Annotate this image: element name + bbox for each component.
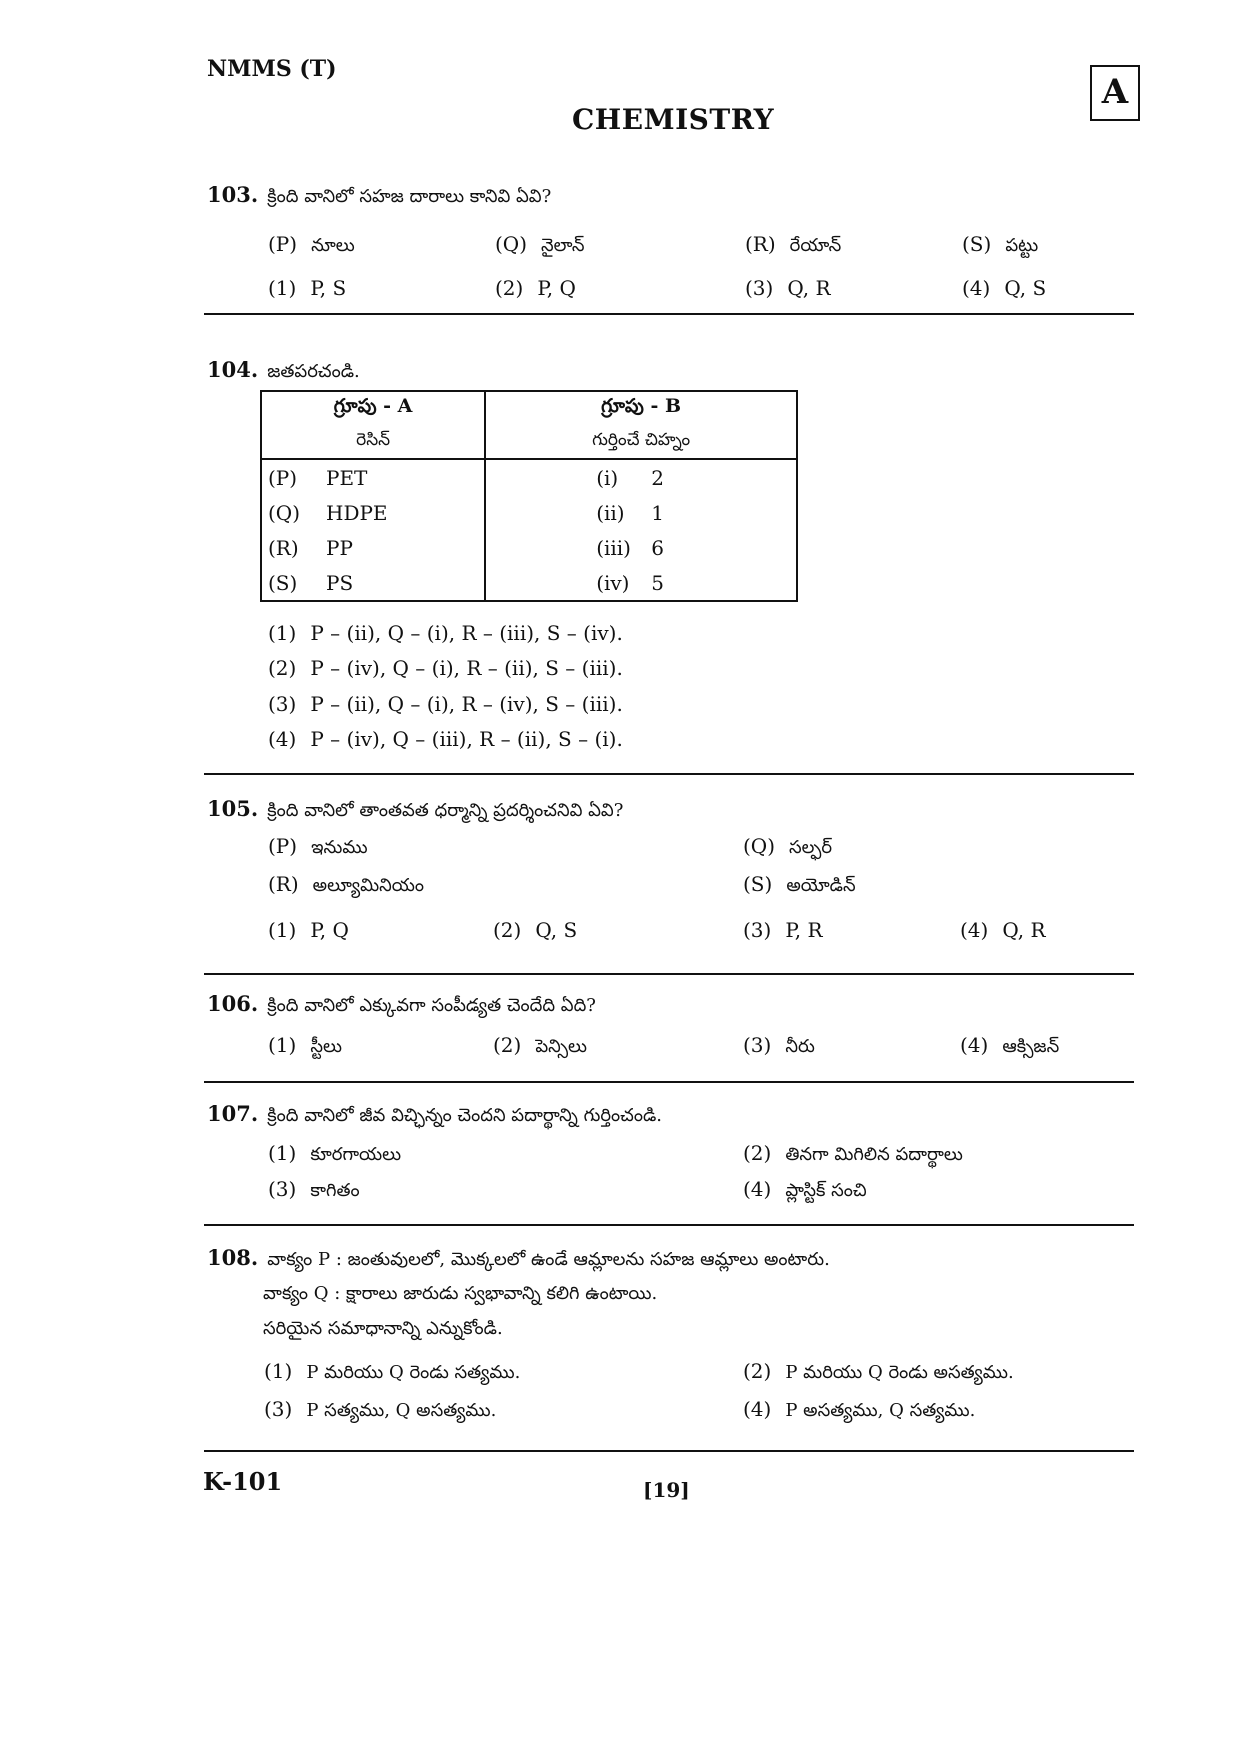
resin: PS: [326, 570, 354, 595]
item-value: రేయాన్: [789, 235, 842, 256]
question-text: క్రింది వానిలో జీవ విచ్ఛిన్నం చెందని పదార్థాన్ని గుర్తించండి.: [267, 1105, 662, 1126]
option-label: (1): [268, 276, 297, 300]
subject-title: CHEMISTRY: [572, 103, 775, 136]
booklet-code: K-101: [203, 1467, 283, 1496]
question-number: 107.: [207, 1101, 259, 1126]
table-row: [261, 495, 797, 530]
item-label: (R): [268, 872, 299, 896]
statement-p: వాక్యం P : జంతువులలో, మొక్కలలో ఉండే ఆమ్లాలను సహజ ఆమ్లాలు అంటారు.: [267, 1249, 830, 1270]
option-value: P అసత్యము, Q సత్యము.: [785, 1400, 976, 1421]
item-value: ఇనుము: [311, 837, 368, 858]
option-3[interactable]: [745, 276, 831, 300]
option-value: P – (ii), Q – (i), R – (iii), S – (iv).: [310, 621, 623, 645]
question-105: [207, 796, 623, 825]
option-1[interactable]: [268, 621, 623, 645]
option-2[interactable]: [493, 1033, 587, 1061]
option-label: (4): [743, 1397, 772, 1421]
option-4[interactable]: [960, 918, 1046, 942]
option-value: పెన్సిలు: [535, 1036, 587, 1057]
divider: [204, 773, 1134, 775]
option-value: Q, R: [1002, 918, 1046, 942]
option-label: (3): [743, 918, 772, 942]
option-3[interactable]: [743, 918, 823, 942]
item-s: [743, 872, 856, 900]
row-label: (ii): [596, 500, 625, 525]
table-row: [261, 530, 797, 565]
set-badge: A: [1090, 65, 1140, 121]
resin: PET: [326, 465, 368, 490]
exam-code: NMMS (T): [207, 56, 337, 82]
option-label: (2): [268, 656, 297, 680]
divider: [204, 973, 1134, 975]
option-1[interactable]: [268, 918, 349, 942]
option-value: P, Q: [310, 918, 349, 942]
option-1[interactable]: [268, 1033, 342, 1061]
option-value: ఆక్సిజన్: [1002, 1036, 1060, 1057]
question-number: 103.: [207, 182, 259, 207]
statement-q: వాక్యం Q : క్షారాలు జారుడు స్వభావాన్ని కలిగి ఉంటాయి.: [263, 1283, 658, 1304]
item-label: (Q): [495, 232, 528, 256]
item-value: సల్ఫర్: [789, 837, 833, 858]
option-label: (2): [493, 1033, 522, 1057]
option-4[interactable]: [268, 727, 623, 751]
row-label: (S): [268, 570, 298, 595]
question-number: 104.: [207, 357, 259, 382]
option-value: నీరు: [785, 1036, 815, 1057]
option-label: (2): [743, 1359, 772, 1383]
instruction: సరియైన సమాధానాన్ని ఎన్నుకోండి.: [263, 1318, 503, 1339]
divider: [204, 1450, 1134, 1452]
option-value: Q, S: [535, 918, 578, 942]
group-b-subheader: గుర్తించే చిహ్నం: [485, 425, 797, 459]
question-108: [207, 1245, 830, 1274]
option-label: (3): [268, 692, 297, 716]
option-2[interactable]: [268, 656, 623, 680]
option-4[interactable]: [962, 276, 1046, 300]
option-label: (3): [264, 1397, 293, 1421]
symbol: 1: [651, 500, 664, 525]
option-label: (1): [268, 918, 297, 942]
item-label: (P): [268, 232, 298, 256]
item-value: అల్యూమినియం: [312, 875, 425, 896]
page-number: [19]: [643, 1478, 690, 1502]
symbol: 5: [651, 570, 664, 595]
option-value: P – (iv), Q – (i), R – (ii), S – (iii).: [310, 656, 623, 680]
option-4[interactable]: [743, 1397, 975, 1425]
option-label: (4): [268, 727, 297, 751]
option-label: (4): [960, 1033, 989, 1057]
option-label: (1): [268, 1033, 297, 1057]
option-value: కాగితం: [310, 1180, 360, 1201]
group-b-header: గ్రూపు - B: [485, 391, 797, 425]
item-value: నైలాన్: [541, 235, 585, 256]
question-text: క్రింది వానిలో తాంతవత ధర్మాన్ని ప్రదర్శించనివి ఏవి?: [267, 800, 624, 821]
item-label: (P): [268, 834, 298, 858]
item-p: [268, 232, 355, 260]
option-label: (3): [745, 276, 774, 300]
item-value: పట్టు: [1005, 235, 1039, 256]
table-row: [261, 565, 797, 601]
row-label: (P): [268, 465, 298, 490]
option-value: P, S: [310, 276, 347, 300]
symbol: 2: [651, 465, 664, 490]
question-106: [207, 991, 596, 1020]
resin: HDPE: [326, 500, 388, 525]
option-4[interactable]: [743, 1177, 867, 1205]
item-q: [495, 232, 585, 260]
question-104: [207, 357, 360, 386]
row-label: (i): [596, 465, 619, 490]
option-label: (4): [743, 1177, 772, 1201]
option-3[interactable]: [268, 1177, 360, 1205]
item-label: (R): [745, 232, 776, 256]
option-value: P – (ii), Q – (i), R – (iv), S – (iii).: [310, 692, 623, 716]
group-a-header: గ్రూపు - A: [261, 391, 485, 425]
option-label: (3): [268, 1177, 297, 1201]
option-value: P, Q: [537, 276, 576, 300]
item-value: నూలు: [311, 235, 355, 256]
item-label: (S): [962, 232, 992, 256]
option-label: (4): [962, 276, 991, 300]
option-value: ప్లాస్టిక్ సంచి: [785, 1180, 867, 1201]
option-value: P సత్యము, Q అసత్యము.: [306, 1400, 497, 1421]
item-p: [268, 834, 368, 862]
option-label: (4): [960, 918, 989, 942]
item-q: [743, 834, 832, 862]
option-label: (2): [743, 1141, 772, 1165]
question-107: [207, 1101, 662, 1130]
divider: [204, 313, 1134, 315]
question-103: [207, 182, 551, 211]
option-value: P మరియు Q రెండు సత్యము.: [306, 1362, 521, 1383]
divider: [204, 1224, 1134, 1226]
option-2[interactable]: [493, 918, 577, 942]
row-label: (R): [268, 535, 299, 560]
table-row: [261, 459, 797, 495]
option-value: కూరగాయలు: [310, 1144, 402, 1165]
option-value: P, R: [785, 918, 823, 942]
row-label: (iv): [596, 570, 630, 595]
option-2[interactable]: [743, 1359, 1014, 1387]
option-1[interactable]: [268, 276, 346, 300]
option-value: Q, S: [1004, 276, 1047, 300]
question-number: 108.: [207, 1245, 259, 1270]
option-1[interactable]: [264, 1359, 520, 1387]
option-label: (3): [743, 1033, 772, 1057]
option-label: (2): [493, 918, 522, 942]
option-label: (1): [268, 621, 297, 645]
option-value: P – (iv), Q – (iii), R – (ii), S – (i).: [310, 727, 623, 751]
option-label: (1): [264, 1359, 293, 1383]
resin: PP: [326, 535, 353, 560]
row-label: (Q): [268, 500, 301, 525]
option-2[interactable]: [495, 276, 576, 300]
option-3[interactable]: [264, 1397, 496, 1425]
option-4[interactable]: [960, 1033, 1059, 1061]
option-value: తినగా మిగిలిన పదార్థాలు: [785, 1144, 963, 1165]
question-text: క్రింది వానిలో సహజ దారాలు కానివి ఏవి?: [267, 186, 552, 207]
item-value: అయోడిన్: [786, 875, 856, 896]
symbol: 6: [651, 535, 664, 560]
option-value: Q, R: [787, 276, 831, 300]
item-r: [268, 872, 424, 900]
option-label: (1): [268, 1141, 297, 1165]
option-2[interactable]: [743, 1141, 963, 1169]
option-3[interactable]: [743, 1033, 815, 1061]
option-label: (2): [495, 276, 524, 300]
question-text: జతపరచండి.: [267, 361, 360, 382]
match-table: [260, 390, 798, 602]
item-label: (Q): [743, 834, 776, 858]
row-label: (iii): [596, 535, 631, 560]
item-label: (S): [743, 872, 773, 896]
divider: [204, 1081, 1134, 1083]
group-a-subheader: రెసిన్: [261, 425, 485, 459]
option-3[interactable]: [268, 692, 623, 716]
question-number: 106.: [207, 991, 259, 1016]
question-number: 105.: [207, 796, 259, 821]
option-value: స్టీలు: [310, 1036, 342, 1057]
option-1[interactable]: [268, 1141, 401, 1169]
item-r: [745, 232, 841, 260]
question-text: క్రింది వానిలో ఎక్కువగా సంపీడ్యత చెందేది ఏది?: [267, 995, 596, 1016]
option-value: P మరియు Q రెండు అసత్యము.: [785, 1362, 1014, 1383]
item-s: [962, 232, 1038, 260]
